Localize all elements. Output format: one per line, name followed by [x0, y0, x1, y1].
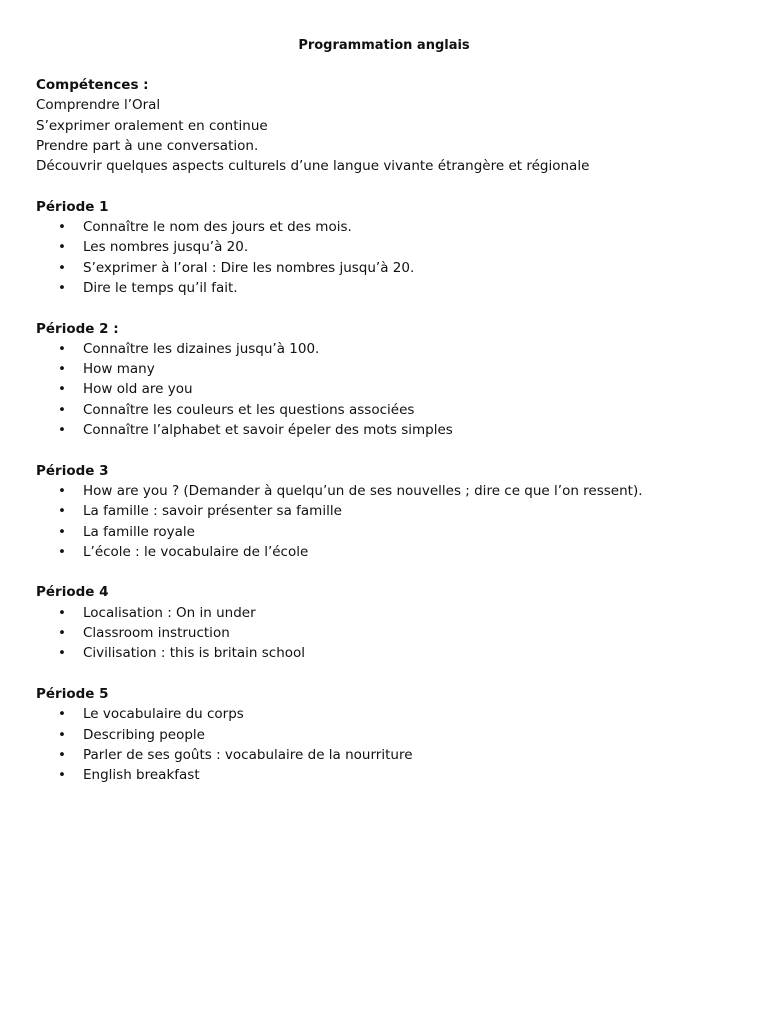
- list-item-text: Connaître le nom des jours et des mois.: [83, 219, 352, 236]
- period-3-list: [36, 481, 736, 562]
- bullet-icon: •: [58, 746, 66, 763]
- period-1-list: [36, 217, 736, 298]
- list-item-text: Le vocabulaire du corps: [83, 706, 244, 723]
- list-item-text: Dire le temps qu’il fait.: [83, 279, 238, 296]
- period-5-list: [36, 704, 736, 785]
- list-item: [36, 745, 736, 765]
- list-item: [36, 501, 736, 521]
- period-4-section: [36, 582, 736, 663]
- list-item: [36, 359, 736, 379]
- period-heading: Période 3: [36, 462, 109, 479]
- bullet-icon: •: [58, 706, 66, 723]
- competence-line: Prendre part à une conversation.: [36, 137, 259, 154]
- bullet-icon: •: [58, 219, 66, 236]
- bullet-icon: •: [58, 625, 66, 642]
- list-item: [36, 522, 736, 542]
- list-item: [36, 420, 736, 440]
- period-heading: Période 4: [36, 584, 109, 601]
- list-item: [36, 765, 736, 785]
- period-5-section: [36, 684, 736, 785]
- period-1-section: [36, 197, 736, 298]
- list-item-text: How old are you: [83, 381, 193, 398]
- period-heading: Période 5: [36, 685, 109, 702]
- list-item-text: Connaître les couleurs et les questions associées: [83, 401, 415, 418]
- list-item-text: Parler de ses goûts : vocabulaire de la nourriture: [83, 746, 413, 763]
- period-heading: Période 1: [36, 198, 109, 215]
- list-item: [36, 278, 736, 298]
- bullet-icon: •: [58, 523, 66, 540]
- list-item: [36, 258, 736, 278]
- list-item-text: Connaître l’alphabet et savoir épeler des mots simples: [83, 422, 453, 439]
- competence-line: Comprendre l’Oral: [36, 97, 161, 114]
- bullet-icon: •: [58, 543, 66, 560]
- list-item: [36, 481, 736, 501]
- bullet-icon: •: [58, 604, 66, 621]
- bullet-icon: •: [58, 482, 66, 499]
- list-item-text: Les nombres jusqu’à 20.: [83, 239, 249, 256]
- list-item-text: Describing people: [83, 726, 205, 743]
- list-item-text: Classroom instruction: [83, 625, 230, 642]
- bullet-icon: •: [58, 767, 66, 784]
- list-item-text: Localisation : On in under: [83, 604, 256, 621]
- list-item-text: S’exprimer à l’oral : Dire les nombres jusqu’à 20.: [83, 259, 415, 276]
- list-item: [36, 379, 736, 399]
- list-item: [36, 400, 736, 420]
- competences-section: [36, 75, 736, 176]
- competences-heading: Compétences :: [36, 77, 149, 93]
- list-item-text: How many: [83, 361, 155, 378]
- list-item-text: How are you ? (Demander à quelqu’un de ses nouvelles ; dire ce que l’on ressent).: [83, 482, 643, 499]
- list-item: [36, 643, 736, 663]
- document-body: [36, 75, 736, 806]
- bullet-icon: •: [58, 726, 66, 743]
- list-item: [36, 704, 736, 724]
- list-item-text: L’école : le vocabulaire de l’école: [83, 543, 309, 560]
- list-item: [36, 725, 736, 745]
- period-4-list: [36, 603, 736, 664]
- period-3-section: [36, 461, 736, 562]
- bullet-icon: •: [58, 279, 66, 296]
- competence-line: S’exprimer oralement en continue: [36, 117, 268, 134]
- bullet-icon: •: [58, 401, 66, 418]
- bullet-icon: •: [58, 645, 66, 662]
- bullet-icon: •: [58, 340, 66, 357]
- bullet-icon: •: [58, 259, 66, 276]
- list-item-text: La famille : savoir présenter sa famille: [83, 503, 342, 520]
- list-item-text: La famille royale: [83, 523, 195, 540]
- period-heading: Période 2 :: [36, 320, 119, 337]
- bullet-icon: •: [58, 422, 66, 439]
- document-title: Programmation anglais: [298, 38, 470, 53]
- list-item-text: English breakfast: [83, 767, 200, 784]
- list-item-text: Connaître les dizaines jusqu’à 100.: [83, 340, 320, 357]
- period-2-section: [36, 319, 736, 441]
- list-item: [36, 603, 736, 623]
- bullet-icon: •: [58, 381, 66, 398]
- bullet-icon: •: [58, 361, 66, 378]
- competence-line: Découvrir quelques aspects culturels d’une langue vivante étrangère et régionale: [36, 158, 590, 175]
- bullet-icon: •: [58, 503, 66, 520]
- list-item: [36, 339, 736, 359]
- bullet-icon: •: [58, 239, 66, 256]
- list-item-text: Civilisation : this is britain school: [83, 645, 306, 662]
- list-item: [36, 237, 736, 257]
- list-item: [36, 217, 736, 237]
- list-item: [36, 623, 736, 643]
- list-item: [36, 542, 736, 562]
- period-2-list: [36, 339, 736, 440]
